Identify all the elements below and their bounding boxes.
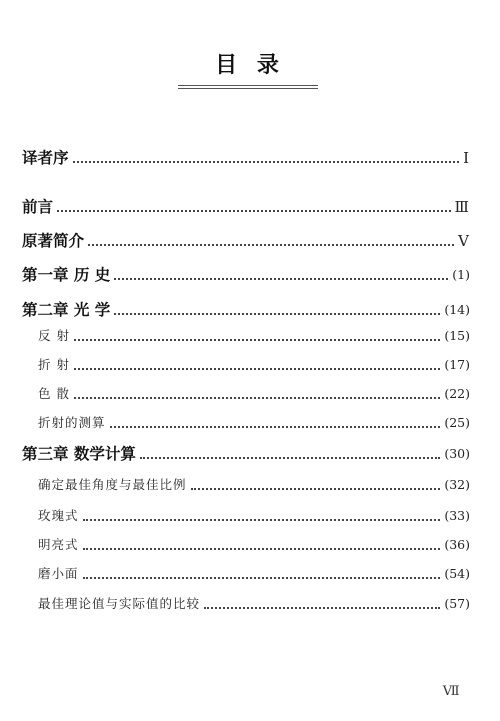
dot-leader [74,368,440,370]
toc-entry-page-number: (25) [440,411,470,435]
toc-section-entry [0,324,500,348]
dot-leader [74,339,440,341]
dot-leader [83,519,440,521]
dot-leader [83,577,440,579]
toc-entry-page-number: Ⅲ [451,195,470,219]
toc-entry-label: 反 射 [38,324,74,348]
page-title: 目 录 [215,53,285,78]
toc-entry-page-number: (14) [440,298,470,322]
toc-chapter-entry [0,195,500,219]
toc-entry-label: 确定最佳角度与最佳比例 [38,473,191,497]
page-folio: Ⅶ [442,684,460,699]
dot-leader [110,426,440,428]
toc-chapter-entry [0,229,500,253]
dot-leader [74,397,440,399]
toc-entry-page-number: Ⅰ [459,146,470,170]
toc-entry-page-number: (15) [440,324,470,348]
toc-chapter-entry [0,298,500,322]
toc-entry-label: 折 射 [38,353,74,377]
toc-chapter-entry [0,146,500,170]
toc-entry-label: 第三章 数学计算 [22,442,140,466]
toc-section-entry [0,504,500,528]
toc-entry-label: 折射的测算 [38,411,110,435]
toc-entry-label: 色 散 [38,382,74,406]
toc-entry-label: 最佳理论值与实际值的比较 [38,592,204,616]
dot-leader [88,244,454,246]
dot-leader [204,607,440,609]
toc-entry-label: 玫瑰式 [38,504,83,528]
dot-leader [140,457,440,459]
toc-entry-page-number: (54) [440,562,470,586]
toc-entry-label: 前言 [22,195,57,219]
dot-leader [57,210,451,212]
toc-entry-label: 原著简介 [22,229,88,253]
toc-section-entry [0,382,500,406]
toc-entry-label: 第一章 历 史 [22,263,114,287]
toc-entry-page-number: Ⅴ [454,229,470,253]
dot-leader [83,548,440,550]
toc-section-entry [0,533,500,557]
toc-section-entry [0,411,500,435]
dot-leader [114,313,440,315]
toc-section-entry [0,473,500,497]
toc-entry-page-number: (17) [440,353,470,377]
toc-entry-label: 译者序 [22,146,73,170]
toc-section-entry [0,353,500,377]
toc-entry-page-number: (1) [448,263,470,287]
toc-entry-label: 第二章 光 学 [22,298,114,322]
toc-section-entry [0,592,500,616]
dot-leader [191,488,440,490]
toc-entry-page-number: (22) [440,382,470,406]
toc-entry-page-number: (36) [440,533,470,557]
toc-chapter-entry [0,263,500,287]
toc-entry-label: 明亮式 [38,533,83,557]
toc-section-entry [0,562,500,586]
toc-entry-page-number: (57) [440,592,470,616]
dot-leader [114,278,448,280]
dot-leader [73,161,459,163]
toc-entry-page-number: (32) [440,473,470,497]
toc-entry-label: 磨小面 [38,562,83,586]
toc-entry-page-number: (30) [440,442,470,466]
toc-entry-page-number: (33) [440,504,470,528]
toc-chapter-entry [0,442,500,466]
